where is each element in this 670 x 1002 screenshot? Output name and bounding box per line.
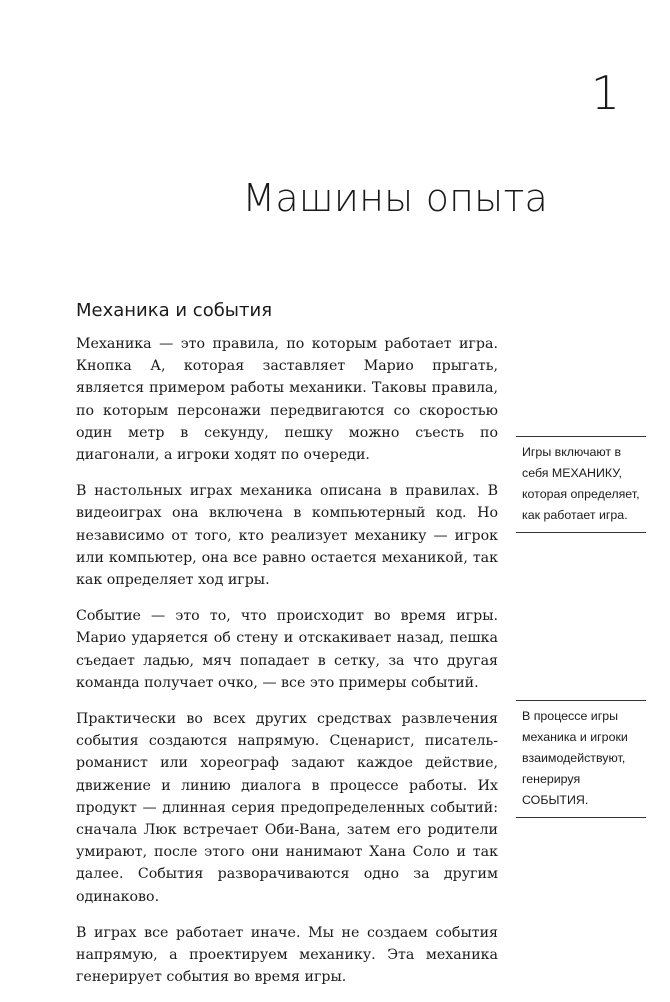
sidenote-text: В процессе игры механика и игроки взаимодействуют, генерируя СОБЫТИЯ. [522, 709, 628, 807]
chapter-title: Машины опыта [242, 176, 548, 220]
sidenote-mechanics [516, 436, 646, 533]
sidenote-text: Игры включают в себя МЕХАНИКУ, которая определяет, как работает игра. [522, 445, 640, 522]
section-heading: Механика и события [76, 300, 273, 321]
paragraph-other-media: Практически во всех других средствах развлечения события создаются напрямую. Сценарист, писатель-романист или хореограф задают каждое действие, движение и линию диалога в процессе работы. Их продукт — длинная серия предопределенных событий: сначала Люк встречает Оби-Вана, затем его родители умирают, после этого они нанимают Хана Соло и так далее. События разворачиваются одно за другим одинаково. [76, 711, 498, 905]
paragraph-mechanics: Механика — это правила, по которым работает игра. Кнопка А, которая заставляет Марио прыгать, является примером работы механики. Таковы правила, по которым персонажи передвигаются со скоростью один метр в секунду, пешку можно съесть по диагонали, а игроки ходят по очереди. [76, 336, 498, 464]
sidenote-bottom-rule [516, 532, 646, 533]
paragraph-board-games: В настольных играх механика описана в правилах. В видеоиграх она включена в компьютерный код. Но независимо от того, кто реализует механику — игрок или компьютер, она все равно остается механикой, так как определяет ход игры. [76, 483, 498, 589]
sidenote-bottom-rule [516, 817, 646, 818]
sidenote-events [516, 700, 646, 818]
chapter-number: 1 [590, 66, 620, 120]
paragraph-events: Событие — это то, что происходит во время игры. Марио ударяется об стену и отскакивает назад, пешка съедает ладью, мяч попадает в сетку, за что другая команда получает очко, — все это примеры событий. [76, 608, 498, 691]
paragraph-games-differ: В играх все работает иначе. Мы не создаем события напрямую, а проектируем механику. Эта механика генерирует события во время игры. [76, 924, 498, 986]
body-text [76, 333, 498, 1002]
